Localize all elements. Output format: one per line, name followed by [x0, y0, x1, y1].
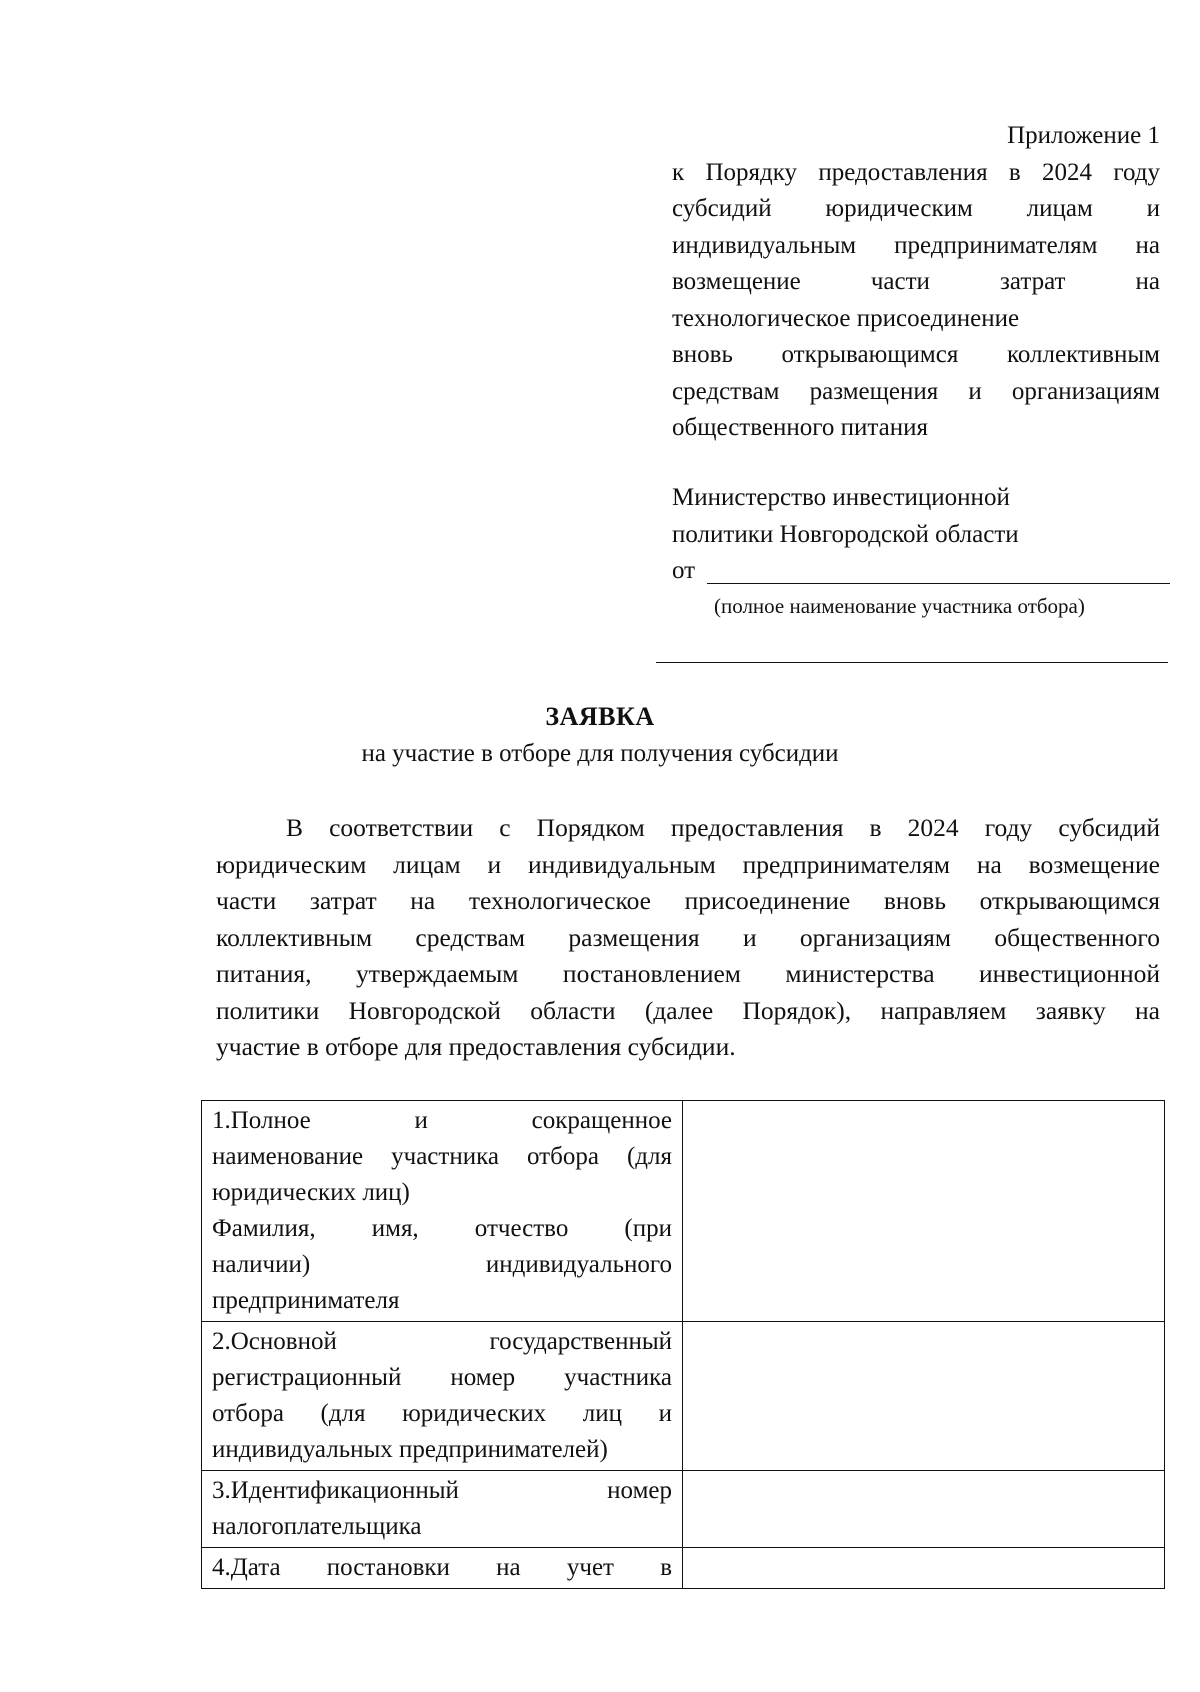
application-paragraph	[216, 810, 1160, 1066]
paragraph-line: питания, утверждаемым постановлением министерства инвестиционной	[216, 959, 1160, 988]
paragraph-line: В соответствии с Порядком предоставления в 2024 году субсидий	[286, 813, 1160, 842]
annex-header	[672, 118, 1160, 447]
field-label-line: предпринимателя	[212, 1287, 400, 1314]
field-label-line: Фамилия, имя, отчество (при	[212, 1215, 672, 1242]
paragraph-line: юридическим лицам и индивидуальным предпринимателям на возмещение	[216, 849, 1160, 879]
document-subtitle: на участие в отборе для получения субсидии	[361, 740, 839, 767]
paragraph-line: части затрат на технологическое присоединение вновь открывающимся	[216, 886, 1160, 915]
annex-line: возмещение части затрат на	[672, 268, 1160, 295]
field-label-cell	[202, 1548, 683, 1589]
field-label-line: регистрационный номер участника	[212, 1364, 672, 1391]
from-blank-line[interactable]	[707, 557, 1170, 584]
table-row	[202, 1322, 1165, 1471]
paragraph-line: политики Новгородской области (далее Порядок), направляем заявку на	[216, 995, 1160, 1025]
addressee-line: Министерство инвестиционной	[672, 484, 1010, 511]
from-row	[672, 553, 1170, 590]
document-title: ЗАЯВКА	[545, 702, 655, 731]
addressee-line: политики Новгородской области	[672, 520, 1019, 548]
annex-line: средствам размещения и организациям	[672, 377, 1160, 405]
annex-line: общественного питания	[672, 414, 928, 441]
from-label: от	[672, 557, 696, 584]
participant-name-blank-line[interactable]	[656, 662, 1168, 663]
field-label-line: отбора (для юридических лиц и	[212, 1400, 672, 1427]
field-label-line: наименование участника отбора (для	[212, 1143, 672, 1170]
application-form-table	[201, 1100, 1165, 1589]
annex-text	[672, 155, 1160, 447]
field-label-line: 4.Дата постановки на учет в	[212, 1554, 672, 1581]
participant-name-hint: (полное наименование участника отбора)	[714, 594, 1085, 618]
field-label-line: наличии) индивидуального	[212, 1251, 672, 1278]
paragraph-line: участие в отборе для предоставления субсидии.	[216, 1032, 736, 1061]
addressee-block	[672, 480, 1170, 590]
annex-title: Приложение 1	[1007, 122, 1160, 149]
field-label-line: 1.Полное и сокращенное	[212, 1107, 672, 1134]
table-row	[202, 1471, 1165, 1548]
table-row	[202, 1101, 1165, 1322]
field-label-line: налогоплательщика	[212, 1513, 422, 1540]
field-value-cell[interactable]	[683, 1471, 1165, 1548]
field-value-cell[interactable]	[683, 1101, 1165, 1322]
annex-line: субсидий юридическим лицам и	[672, 195, 1160, 222]
field-label-line: 2.Основной государственный	[212, 1328, 672, 1355]
annex-line: индивидуальным предпринимателям на	[672, 231, 1160, 259]
field-value-cell[interactable]	[683, 1548, 1165, 1589]
field-label-line: 3.Идентификационный номер	[212, 1477, 672, 1504]
field-label-cell	[202, 1101, 683, 1322]
table-row	[202, 1548, 1165, 1589]
annex-line: технологическое присоединение	[672, 304, 1020, 332]
field-value-cell[interactable]	[683, 1322, 1165, 1471]
annex-line: вновь открывающимся коллективным	[672, 341, 1160, 368]
field-label-cell	[202, 1471, 683, 1548]
field-label-line: индивидуальных предпринимателей)	[212, 1436, 608, 1463]
field-label-line: юридических лиц)	[212, 1179, 410, 1206]
field-label-cell	[202, 1322, 683, 1471]
paragraph-line: коллективным средствам размещения и организациям общественного	[216, 922, 1160, 952]
annex-line: к Порядку предоставления в 2024 году	[672, 158, 1160, 186]
